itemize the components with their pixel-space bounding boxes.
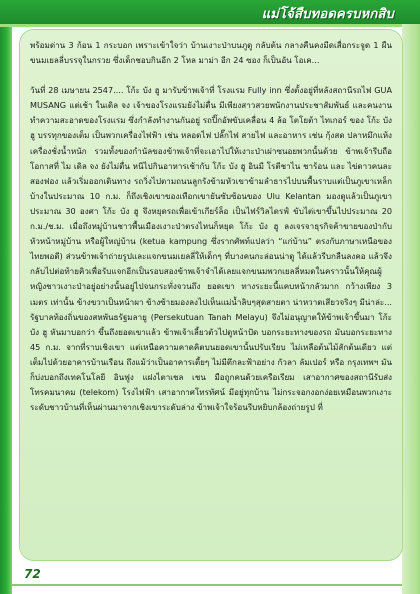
page-number: 72: [24, 567, 41, 581]
header-divider: [0, 24, 420, 27]
content-panel: [20, 30, 402, 560]
right-decorative-bar: [402, 24, 420, 594]
header-band: [0, 0, 420, 24]
left-decorative-bar: [0, 0, 12, 594]
header-title: แม่โจ้สืบทอดครบหกสิบ: [261, 7, 394, 22]
paragraph-main: วันที่ 28 เมษายน 2547.... โก้ะ บัง ฮู มารับข้าพเจ้าที่ โรงแรม Fully inn ซึ่งตั้งอยู่ที่หลังสถานีรถไฟ GUA MUSANG แต่เช้า ในเดิล จง เจ้าของโรงแรมยังไม่ตื่น มีเพียงสาวสวยพนักงานประชาสัมพันธ์ และคนงานทำความสะอาดของโรงแรม ซึ่งกำลังทำงานกันอยู่ รถปิ๊กอัพขับเคลื่อน 4 ล้อ โตโยต้า ไทเกอร์ ของ โก้ะ บัง ฮู บรรทุกของเต็ม เป็นพวกเครื่องไฟฟ้า เช่น หลอดไฟ ปลั๊กไฟ สายไฟ และอาหาร เช่น กุ้งสด ปลาหมึกแห้ง เครื่องชั่งน้ำหนัก รวมทั้งของกำนัลของข้าพเจ้าที่จะเอาไปให้เงาะป่าเผ่าซนอยพวกนั้นด้วย ข้าพเจ้ารีบถือโอกาสที่ ไม เดิล จง ยังไม่ตื่น หนีไปกินอาหารเช้ากับ โก้ะ บัง ฮู อินมี โรตีชาไน ชาร้อน และ ไข่ดาวคนละสองฟอง แล้วเริ่มออกเดินทาง รถวิ่งไปตามถนนลูกรังข้ามหัวเขาข้ามลำธารไปบนพื้นราบแต่เป็นภูเขาเหล็กบ้างในประมาณ 10 ก.ม. ก็ถึงเชิงเขาของเทือกเขายันซับซ้อนของ Ulu Kelantan มองดูแล้วเป็นภูเขาประมาณ 30 องศา โก้ะ บัง ฮู จึงหยุดรถเพื่อเข้าเกียร์ล็อ เป็นไฟร์วิลไดรฟ์ ขับไต่เขาขึ้นไปประมาณ 20 ก.ม./ช.ม. เมื่อถึงหมู่บ้านชาวพื้นเมืองเงาะป่าตรงไหนก็หยุด โก้ะ บัง ฮู ลงเจรจาธุรกิจค้าขายของป่ากับหัวหน้าหมู่บ้าน หรือผู้ใหญ่บ้าน (ketua kampung ซึ่งรากศัพท์แปลว่า “แก่บ้าน” ตรงกับภาษาเหนือของไทยพอดี) ส่วนข้าพเจ้าถ่ายรูปและแจกขนมเยลลี่ให้เด็กๆ ที่บางคนกะล่อนน่าดู ได้แล้วรีบกลืนลงคอ แล้วจึงกลับไปต่อท้ายคิวเพื่อรับแจกอีกเป็นรอบสองข้าพเจ้าจำได้เลยแจกขนมพวกเยลลี่หมดในคราวนั้นให้คุณผู้หญิงชาวเงาะป่าอยู่อย่างนั้นอยู่ไปจนกระทั่งจวนถึง ยอดเขา ทางระยะนี้แคบหน้ากลัวมาก กว้างเพียง 3 เมตร เท่านั้น ข้างขวาเป็นหน้าผา ข้างซ้ายมองลงไปเห็นแม่น้ำลิบๆสุดสายตา น่าหวาดเสียวจริงๆ มีน่าล่ะ... รัฐบาลท้องถิ่นของสหพันธรัฐมลายู (Persekutuan Tanah Melayu) จึงไม่อนุญาตให้ข้าพเจ้าขึ้นมา โก้ะ บัง ฮู หันมาบอกว่า ขึ้นถึงยอดเขาแล้ว ข้าพเจ้าเลี้ยวตัวไปดูหน้าปัด บอกระยะทางของรถ มันบอกระยะทาง 45 ก.ม. จากที่ราบเชิงเขา แต่เหนือความคาดคิดบนยอดเขานั้นปรับเรียบ ไม่เหลือต้นไม้สักต้นเดียว แต่เต็มไปด้วยอาคารบ้านเรือน ถึงแม้ว่าเป็นอาคารเตี้ยๆ ไม่มีตึกละฟ้าอย่าง กัวลา ลัมเปอร์ หรือ กรุงเทพฯ มันก็บ่งบอกถึงเทคโนโลยี อินฟูง แฝงไตาเชล เชน มือถูกคนด้วยเครือเรียม เสาอากาศของสถานีรับส่งโทรคมนาคม (telekom) โรงไฟฟ้า เสาอากาศโทรทัศน์ มีอยู่ทุกบ้าน ไม่กระจอกงอกง่อยเหมือนพวกเงาะระดับชาวบ้านที่เห็นผ่านมาจากเชิงเขาระดับล่าง ข้าพเจ้าใจร้อนรีบหยิบกล้องถ่ายรูป ที่: [30, 85, 392, 413]
paragraph-intro: พร้อมด่าน 3 ก้อน 1 กระบอก เพราะเข้าใจว่า บ้านเงาะป่าบนภูดู กลับต้น กลางคืนคงมีดเสื่อกระจูด 1 ผืน ขนมเยลลี่บรรจุในกรวย ซึ่งเด็กชอบกินอีก 2 โหล มาม่า อีก 24 ซอง ก็เป็นอัน โอเค...: [30, 40, 392, 66]
footer-divider: [12, 584, 402, 586]
body-text: [30, 38, 392, 415]
